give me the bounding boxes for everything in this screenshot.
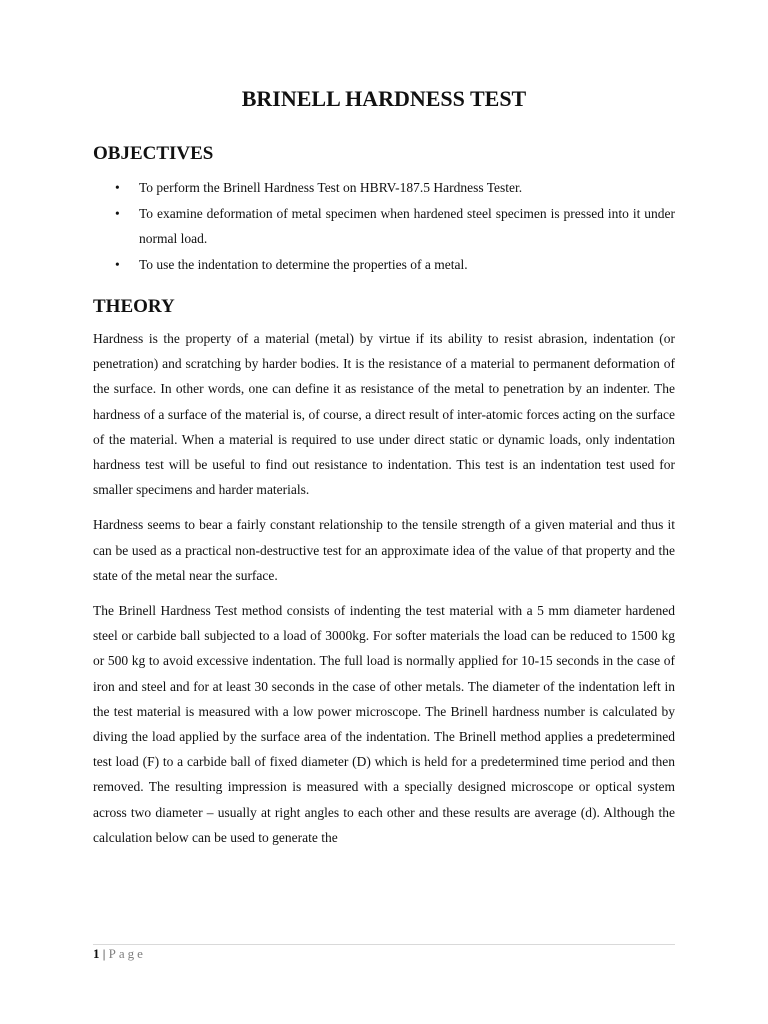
document-title: BRINELL HARDNESS TEST — [241, 86, 527, 111]
page-number: 1 — [93, 946, 100, 961]
theory-body — [93, 326, 675, 860]
footer-separator: | — [102, 946, 106, 961]
page-footer — [93, 946, 146, 962]
objective-text: To examine deformation of metal specimen when hardened steel specimen is pressed into it under normal load. — [139, 206, 675, 246]
objectives-list — [93, 175, 675, 278]
list-item — [93, 201, 675, 251]
list-item — [93, 175, 675, 200]
objective-text: To use the indentation to determine the properties of a metal. — [139, 257, 468, 272]
footer-divider — [93, 944, 675, 945]
bullet-icon: • — [115, 206, 120, 221]
theory-paragraph: Hardness seems to bear a fairly constant relationship to the tensile strength of a given material and thus it can be used as a practical non-destructive test for an approximate idea of the value of that property and the state of the metal near the surface. — [93, 517, 675, 583]
theory-paragraph: The Brinell Hardness Test method consists of indenting the test material with a 5 mm diameter hardened steel or carbide ball subjected to a load of 3000kg. For softer materials the load can be reduced to 1500 kg or 500 kg to avoid excessive indentation. The full load is normally applied for 10-15 seconds in the case of iron and steel and for at least 30 seconds in the case of other metals. The diameter of the indentation left in the test material is measured with a low power microscope. The Brinell hardness number is calculated by diving the load applied by the surface area of the indentation. The Brinell method applies a predetermined test load (F) to a carbide ball of fixed diameter (D) which is held for a predetermined time period and then removed. The resulting impression is measured with a specially designed microscope or optical system across two diameter – usually at right angles to each other and these results are average (d). Although the calculation below can be used to generate the — [93, 603, 675, 845]
objectives-heading: OBJECTIVES — [93, 143, 214, 164]
objective-text: To perform the Brinell Hardness Test on HBRV-187.5 Hardness Tester. — [139, 180, 523, 195]
bullet-icon: • — [115, 180, 120, 195]
list-item — [93, 252, 675, 277]
bullet-icon: • — [115, 257, 120, 272]
theory-paragraph: Hardness is the property of a material (metal) by virtue if its ability to resist abrasion, indentation (or penetration) and scratching by harder bodies. It is the resistance of a material to permanent deformation of the surface. In other words, one can define it as resistance of the metal to penetration by an indenter. The hardness of a surface of the material is, of course, a direct result of inter-atomic forces acting on the surface of the material. When a material is required to use under direct static or dynamic loads, only indentation hardness test will be useful to find out resistance to indentation. This test is an indentation test used for smaller specimens and harder materials. — [93, 331, 675, 498]
page-label: Page — [108, 946, 146, 961]
theory-heading: THEORY — [93, 296, 175, 317]
